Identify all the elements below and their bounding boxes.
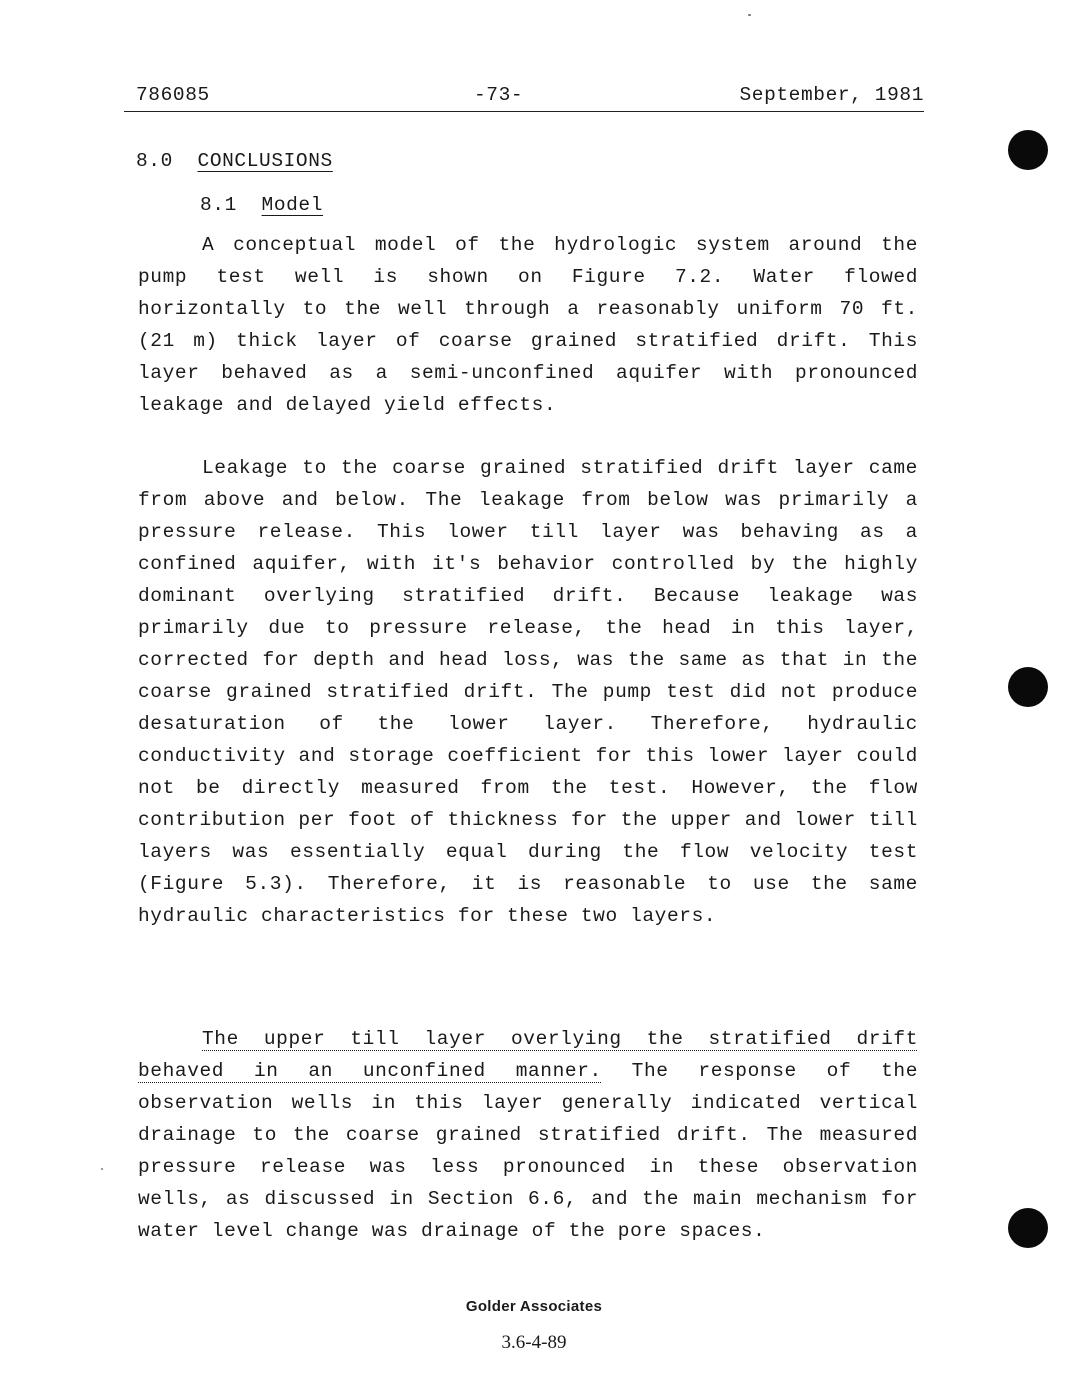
paragraph-upper-till-rest: The response of the observation wells in this layer generally indicated vertical drainage to the coarse grained stratified drift. The measured pressure release was less pronounced in these observation wells, as discussed in Section 6.6, and the main mechanism for water level change was drainage of the pore spaces.: [138, 1060, 918, 1242]
binder-hole-top: [1008, 130, 1048, 170]
section-title: CONCLUSIONS: [197, 150, 333, 172]
binder-hole-middle: [1008, 667, 1048, 707]
footer-reference: 3.6-4-89: [501, 1332, 567, 1353]
binder-hole-bottom: [1008, 1208, 1048, 1248]
footer-company: Golder Associates: [465, 1298, 603, 1315]
paragraph-leakage: Leakage to the coarse grained stratified drift layer came from above and below. The leakage from below was primarily a pressure release. This lower till layer was behaving as a confined aquifer, with it's behavior controlled by the highly dominant overlying stratified drift. Because leakage was primarily due to pressure release, the head in this layer, corrected for depth and head loss, was the same as that in the coarse grained stratified drift. The pump test did not produce desaturation of the lower layer. Therefore, hydraulic conductivity and storage coefficient for this lower layer could not be directly measured from the test. However, the flow contribution per foot of thickness for the upper and lower till layers was essentially equal during the flow velocity test (Figure 5.3). Therefore, it is reasonable to use the same hydraulic characteristics for these two layers.: [138, 457, 918, 927]
subsection-heading: [200, 194, 323, 216]
subsection-number: 8.1: [200, 194, 237, 216]
scan-speck: [748, 14, 751, 16]
document-number: 786085: [136, 84, 210, 106]
scan-speck: [101, 1168, 103, 1170]
section-number: 8.0: [136, 150, 173, 172]
document-date: September, 1981: [739, 84, 924, 106]
header-rule: [124, 111, 924, 112]
page-number: -73-: [474, 84, 524, 106]
page-header: [136, 84, 924, 110]
hand-underlined-sentence: The upper till layer overlying the stratified drift behaved in an unconfined manner.: [138, 1028, 918, 1082]
subsection-title: Model: [261, 194, 324, 216]
paragraph-model-description: A conceptual model of the hydrologic system around the pump test well is shown on Figure 7.2. Water flowed horizontally to the well through a reasonably uniform 70 ft. (21 m) thick layer of coarse grained stratified drift. This layer behaved as a semi-unconfined aquifer with pronounced leakage and delayed yield effects.: [138, 234, 918, 416]
section-heading: [136, 150, 333, 172]
paragraph-upper-till: [138, 1023, 918, 1247]
